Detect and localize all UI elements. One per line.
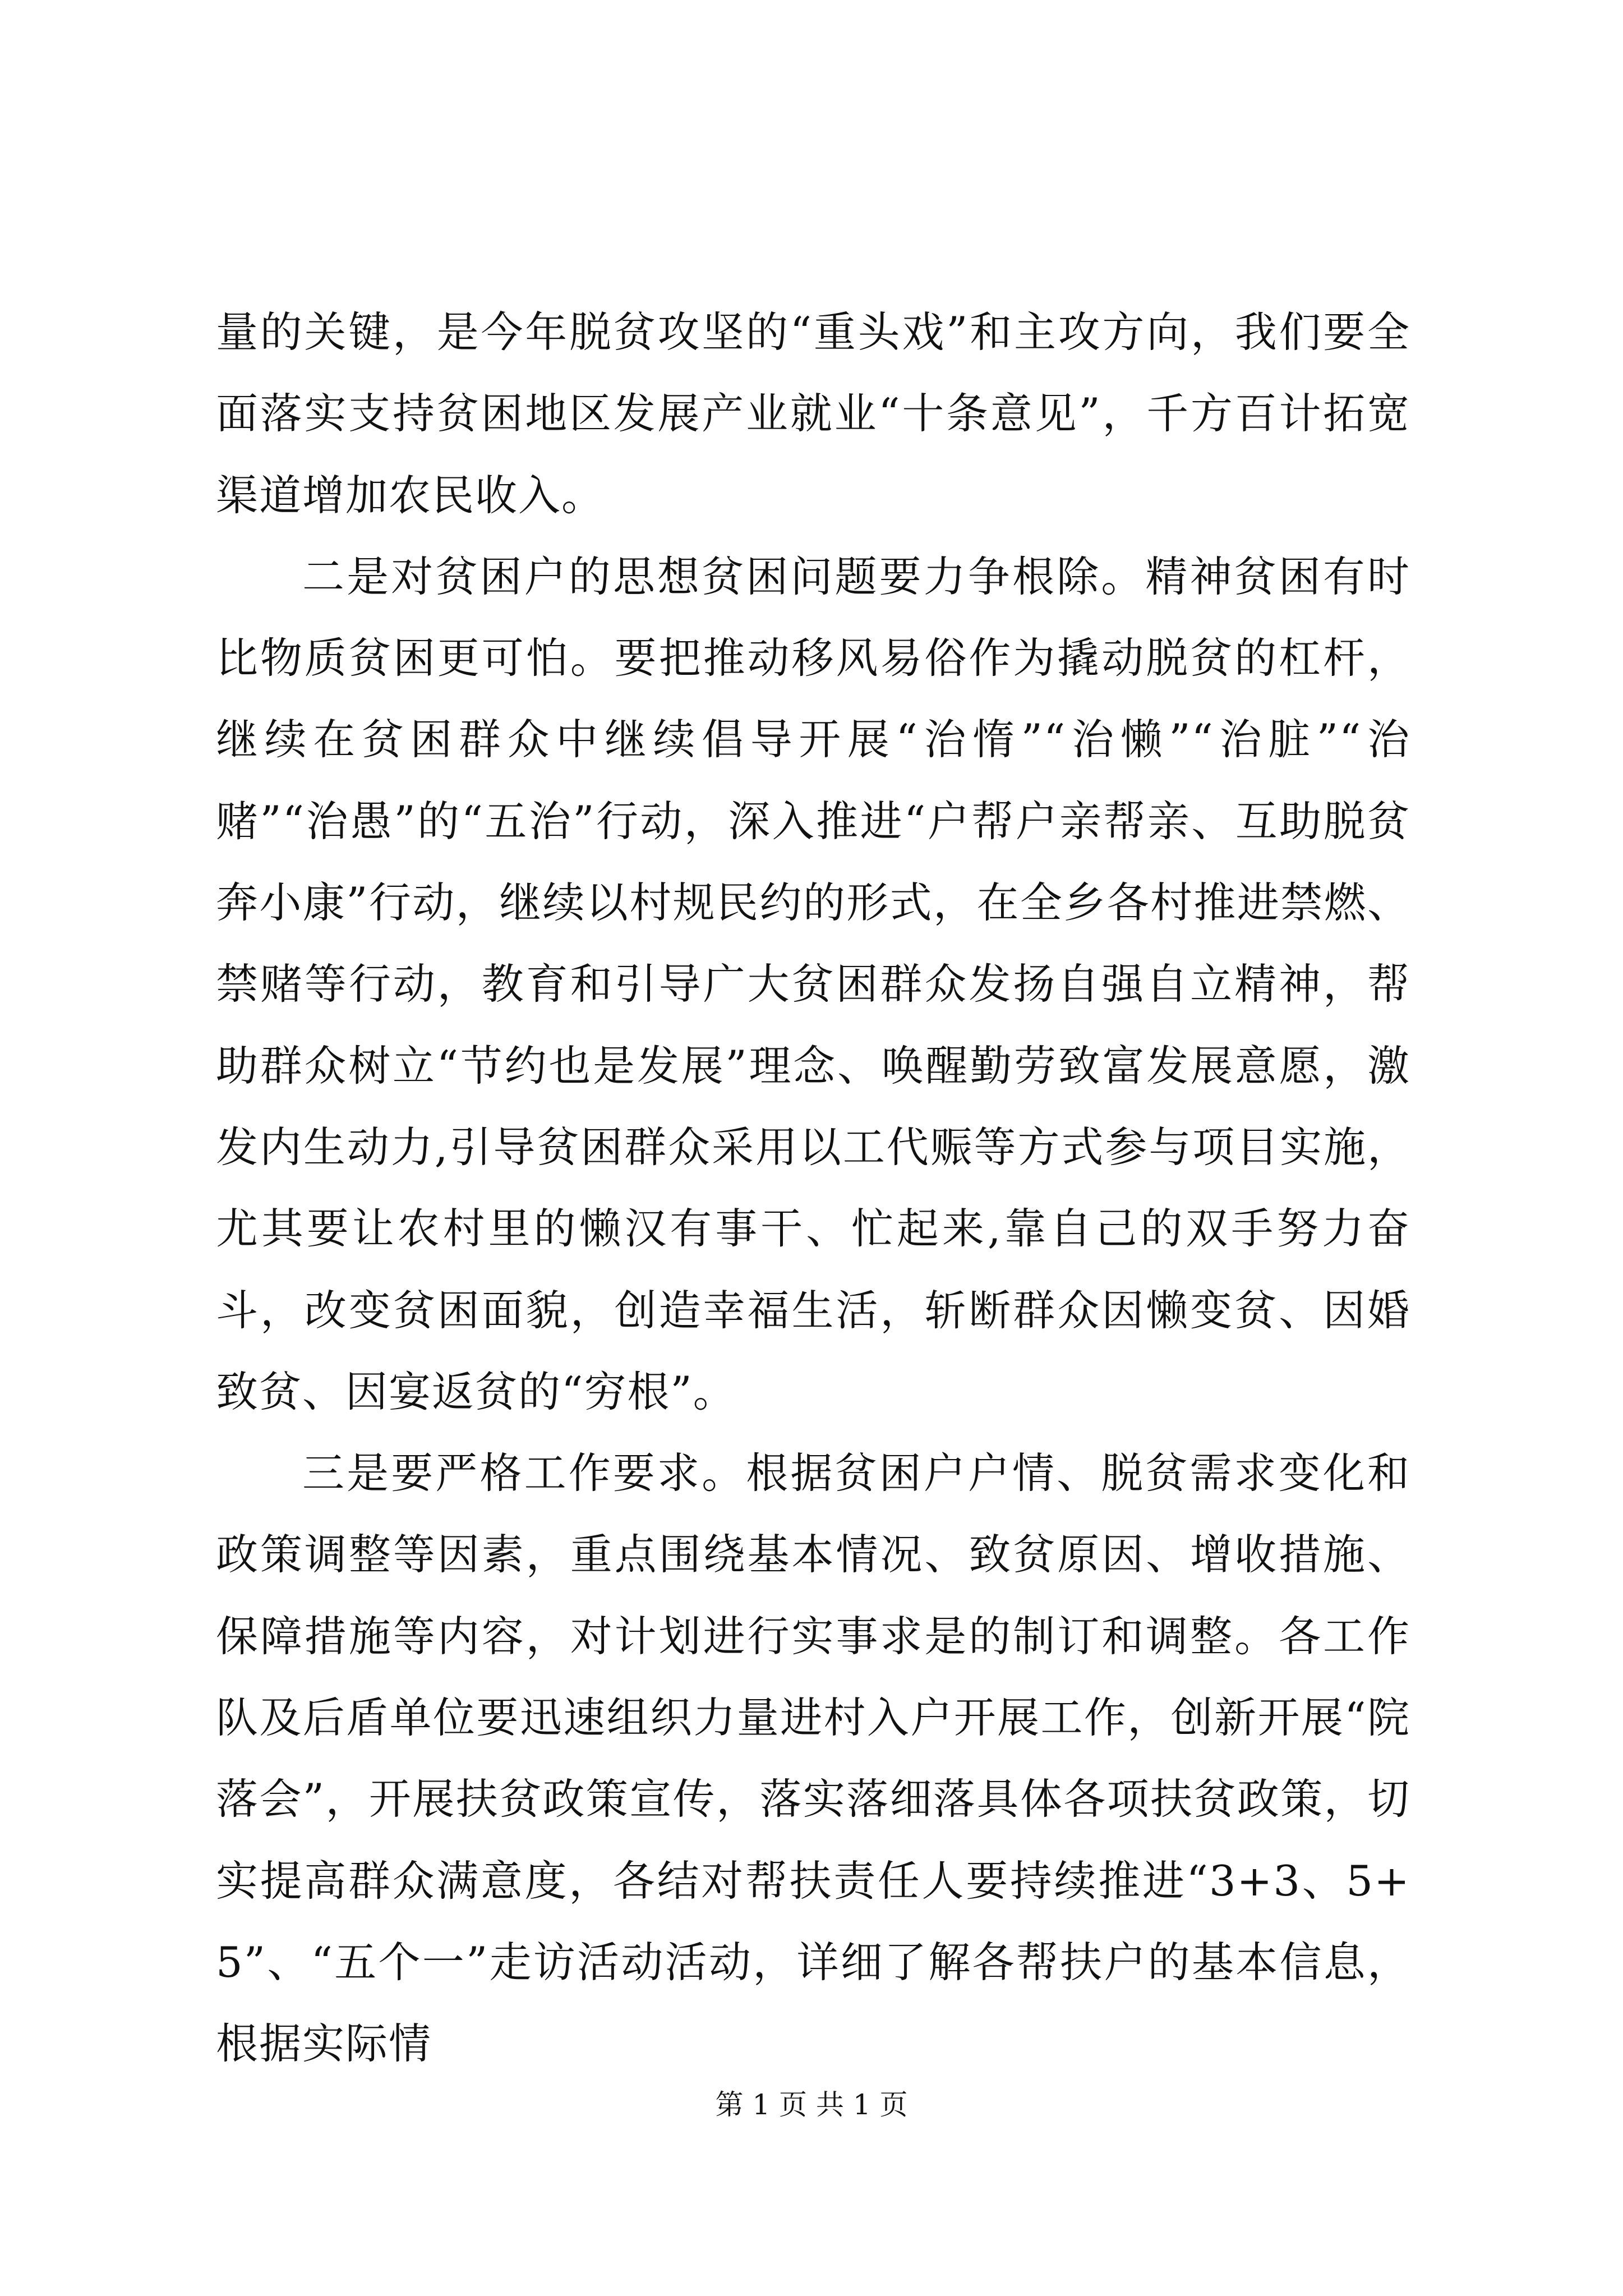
document-body — [216, 292, 1410, 2085]
page-number-label: 第 1 页 共 1 页 — [715, 2088, 908, 2121]
paragraph-3: 三是要严格工作要求。根据贫困户户情、脱贫需求变化和政策调整等因素，重点围绕基本情况、致贫原因、增收措施、保障措施等内容，对计划进行实事求是的制订和调整。各工作队及后盾单位要迅速组织力量进村入户开展工作，创新开展“院落会”，开展扶贫政策宣传，落实落细落具体各项扶贫政策，切实提高群众满意度，各结对帮扶责任人要持续推进“3+3、5+5”、“五个一”走访活动活动，详细了解各帮扶户的基本信息，根据实际情 — [216, 1448, 1410, 2069]
page-footer — [0, 2085, 1623, 2124]
paragraph-1: 量的关键，是今年脱贫攻坚的“重头戏”和主攻方向，我们要全面落实支持贫困地区发展产业就业“十条意见”，千方百计拓宽渠道增加农民收入。 — [216, 307, 1410, 520]
paragraph-2: 二是对贫困户的思想贫困问题要力争根除。精神贫困有时比物质贫困更可怕。要把推动移风易俗作为撬动脱贫的杠杆，继续在贫困群众中继续倡导开展“治惰”“治懒”“治脏”“治赌”“治愚”的“五治”行动，深入推进“户帮户亲帮亲、互助脱贫奔小康”行动，继续以村规民约的形式，在全乡各村推进禁燃、禁赌等行动，教育和引导广大贫困群众发扬自强自立精神，帮助群众树立“节约也是发展”理念、唤醒勤劳致富发展意愿，激发内生动力,引导贫困群众采用以工代赈等方式参与项目实施，尤其要让农村里的懒汉有事干、忙起来,靠自己的双手努力奋斗，改变贫困面貌，创造幸福生活，斩断群众因懒变贫、因婚致贫、因宴返贫的“穷根”。 — [216, 551, 1410, 1416]
